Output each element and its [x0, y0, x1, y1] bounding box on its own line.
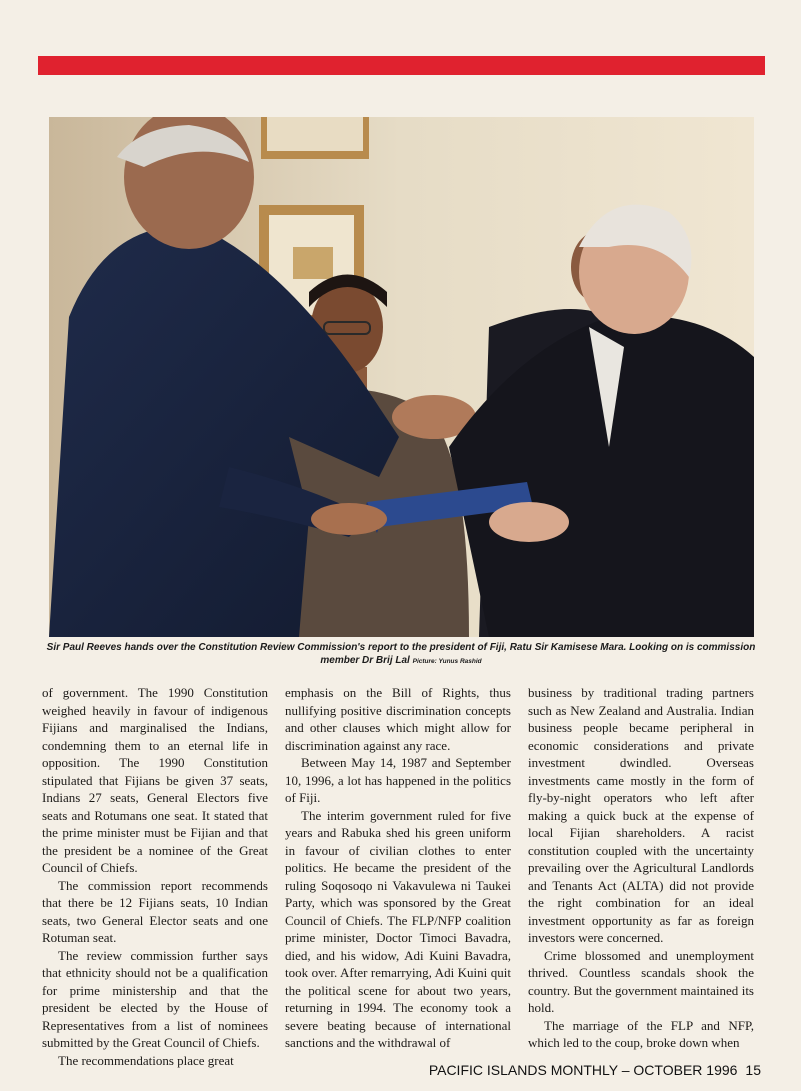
paragraph: The review commission further says that ethnicity should not be a qualification for prime ministership and that the president be elected by the House of Representatives from a list of nominees submitted by the Great Council of Chiefs.	[42, 947, 268, 1050]
caption-text: Sir Paul Reeves hands over the Constitution Review Commission's report to the president of Fiji, Ratu Sir Kamisese Mara. Looking on is commission member Dr Brij Lal	[46, 642, 756, 666]
publication-name: PACIFIC ISLANDS MONTHLY – OCTOBER 1996	[428, 1062, 738, 1078]
article-column-1	[42, 684, 268, 1069]
paragraph: Crime blossomed and unemployment thrived. Countless scandals shook the country. But the government maintained its hold.	[528, 947, 754, 1015]
paragraph: emphasis on the Bill of Rights, thus nullifying positive discrimination concepts and other clauses which might allow for discrimination against any race.	[285, 685, 511, 753]
paragraph: business by traditional trading partners such as New Zealand and Australia. Indian business people became peripheral in economic considerations and private investment dwindled. Overseas investments came mostly in the form of fly-by-night operators who left after making a quick buck at the expense of local Fijian shareholders. A racist constitution coupled with the uncertainty prevailing over the Agricultural Landlords and Tenants Act (ALTA) did not provide the right combination for an ideal investment opportunity as far as foreign investors were concerned.	[528, 685, 754, 945]
paragraph: of government. The 1990 Constitution weighed heavily in favour of indigenous Fijians and marginalised the Indians, condemning them to an eternal life in opposition. The 1990 Constitution stipulated that Fijians be given 37 seats, Indians 27 seats, General Electors five seats and Rotumans one seat. It stated that the prime minister must be Fijian and that the president be a nominee of the Great Council of Chiefs.	[42, 685, 268, 875]
paragraph: Between May 14, 1987 and September 10, 1996, a lot has happened in the politics of Fiji.	[285, 755, 511, 805]
article-column-3	[528, 684, 754, 1052]
paragraph: The marriage of the FLP and NFP, which led to the coup, broke down when	[528, 1017, 754, 1050]
paragraph: The commission report recommends that there be 12 Fijians seats, 10 Indian seats, two General Elector seats and one Rotuman seat.	[42, 877, 268, 945]
red-header-band	[38, 56, 765, 75]
page-footer	[429, 1062, 761, 1078]
article-column-2	[285, 684, 511, 1052]
paragraph: The interim government ruled for five years and Rabuka shed his green uniform in favour of civilian clothes to enter politics. He became the president of the ruling Soqosoqo ni Vakavulewa ni Taukei Party, which was sponsored by the Great Council of Chiefs. The FLP/NFP coalition prime minister, Doctor Timoci Bavadra, died, and his widow, Adi Kuini Bavadra, took over. After remarrying, Adi Kuini quit the political scene for about two years, returning in 1994. The economy took a severe beating because of international sanctions and the withdrawal of	[285, 807, 511, 1050]
photo-credit: Picture: Yunus Rashid	[412, 658, 482, 665]
photo-caption	[42, 641, 760, 668]
page-number: 15	[745, 1062, 761, 1078]
paragraph: The recommendations place great	[58, 1052, 234, 1068]
press-photo	[49, 117, 754, 637]
